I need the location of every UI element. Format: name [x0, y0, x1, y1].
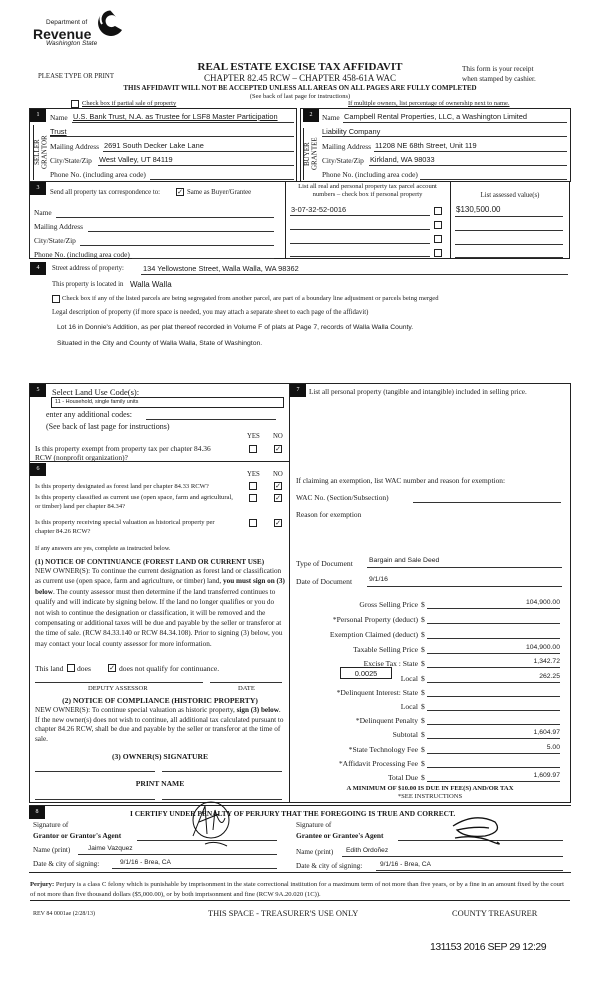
does-label: does: [77, 664, 91, 673]
perjury-text: Perjury is a class C felony which is punishable by imprisonment in the state correctional institution for a maximum term of not more than five years, or by a fine in an amount fixed by the court of not more than five thousand dollars ($5,000.00), or by both imprisonment and fine (RCW 9A.20.020 (1C)).: [30, 881, 564, 898]
same-as-buyer-label: Same as Buyer/Grantee: [187, 189, 252, 196]
grantee-date-city[interactable]: 9/1/16 - Brea, CA: [380, 861, 431, 868]
historic-yes-checkbox[interactable]: [249, 519, 257, 527]
see-back: (See back of last page for instructions): [249, 93, 351, 100]
land-use-select[interactable]: 11 - Household, single family units: [51, 397, 284, 408]
section-2-badge: 2: [303, 109, 319, 122]
street-label: Street address of property:: [52, 265, 124, 272]
currency-sign: $: [421, 615, 425, 624]
amount-label: Excise Tax : State: [363, 659, 418, 668]
notice-bold: you must sign on (3) below: [35, 577, 285, 596]
section-4-badge: 4: [30, 262, 46, 275]
buyer-mailing-label: Mailing Address: [322, 142, 372, 151]
amount-label: *Delinquent Interest: State: [336, 688, 418, 697]
notice-text: . The county assessor must then determine if the land transferred continues to qualify and will indicate by signing below. If the land no longer qualifies or you do not wish to continue the designation or classification, it will be removed and the compensating or additional taxes will be due and payable by the seller or transferor at the time of sale. (RCW 84.33.140 or RCW 84.34.108). Prior to signing (3) below, you may contact your local county assessor for more information.: [35, 587, 283, 648]
perjury-bold: Perjury:: [30, 881, 55, 888]
corr-mailing-label: Mailing Address: [34, 222, 84, 231]
amount-label: *State Technology Fee: [348, 745, 418, 754]
section-1-badge: 1: [30, 109, 46, 122]
amount-label: Gross Selling Price: [359, 600, 418, 609]
yes-header: YES: [247, 433, 260, 440]
see-back-instructions: (See back of last page for instructions): [46, 422, 170, 431]
corr-city-label: City/State/Zip: [34, 236, 76, 245]
segregated-checkbox[interactable]: [52, 295, 60, 303]
divider: [450, 181, 451, 259]
no-header: NO: [273, 471, 283, 478]
amount-label: Local: [400, 702, 418, 711]
amount-label: Local: [400, 674, 418, 683]
seller-phone-label: Phone No. (including area code): [50, 170, 146, 179]
seller-name-cont[interactable]: Trust: [50, 127, 67, 136]
notice-text: NEW OWNER(S): To continue the current designation as forest land or classification as current use (open space, farm and agriculture, or timber) land,: [35, 567, 282, 586]
seller-city[interactable]: West Valley, UT 84119: [99, 155, 173, 164]
receipt-note-2: when stamped by cashier.: [462, 75, 536, 83]
amount-value[interactable]: [427, 759, 560, 768]
current-use-yes-checkbox[interactable]: [249, 494, 257, 502]
wac-label: WAC No. (Section/Subsection): [296, 493, 389, 502]
amount-value[interactable]: [427, 615, 560, 624]
seller-name-label: Name: [50, 113, 68, 122]
dor-logo-icon: [98, 8, 124, 38]
certify-statement: I CERTIFY UNDER PENALTY OF PERJURY THAT THE FOREGOING IS TRUE AND CORRECT.: [130, 809, 456, 818]
if-yes-note: If any answers are yes, complete as instructed below.: [35, 545, 171, 552]
section-8-badge: 8: [29, 806, 45, 819]
notice-compliance-title: (2) NOTICE OF COMPLIANCE (HISTORIC PROPERTY): [62, 696, 258, 705]
buyer-name[interactable]: Campbell Rental Properties, LLC, a Washington Limited: [344, 112, 527, 121]
corr-phone-label: Phone No. (including area code): [34, 250, 130, 259]
currency-sign: $: [421, 600, 425, 609]
currency-sign: $: [421, 759, 425, 768]
form-revision: REV 84 0001ae (2/28/13): [33, 911, 96, 917]
chapter-line: CHAPTER 82.45 RCW – CHAPTER 458-61A WAC: [204, 73, 396, 83]
section-5-badge: 5: [30, 384, 46, 397]
amount-value[interactable]: 5.00: [427, 745, 560, 754]
buyer-mailing[interactable]: 11208 NE 68th Street, Unit 119: [375, 141, 477, 150]
currency-sign: $: [421, 659, 425, 668]
currency-sign: $: [421, 745, 425, 754]
corr-phone-field[interactable]: [132, 258, 274, 259]
additional-codes-field[interactable]: [146, 419, 276, 420]
notice-bold: sign (3) below: [236, 706, 279, 714]
section-7-badge: 7: [290, 384, 306, 397]
personal-property-checkbox[interactable]: [434, 249, 442, 257]
forest-question: Is this property designated as forest land per chapter 84.33 RCW?: [35, 483, 209, 490]
currency-sign: $: [421, 716, 425, 725]
divider: [285, 181, 286, 259]
county-treasurer: COUNTY TREASURER: [452, 909, 538, 918]
personal-property-label: List all personal property (tangible and intangible) included in selling price.: [309, 388, 527, 396]
amount-value[interactable]: 1,342.72: [427, 659, 560, 668]
personal-property-checkbox[interactable]: [434, 235, 442, 243]
grantor-sig-of: Signature of: [33, 821, 69, 829]
grantor-date-city[interactable]: 9/1/16 - Brea, CA: [120, 859, 171, 866]
seller-city-label: City/State/Zip: [50, 156, 92, 165]
currency-sign: $: [421, 773, 425, 782]
currency-sign: $: [421, 674, 425, 683]
yes-header: YES: [247, 471, 260, 478]
does-not-qualify-checkbox[interactable]: [108, 664, 116, 672]
amount-value[interactable]: 104,900.00: [427, 600, 560, 609]
currency-sign: $: [421, 730, 425, 739]
reason-label: Reason for exemption: [296, 510, 362, 519]
doc-date[interactable]: 9/1/16: [369, 576, 388, 583]
exempt-no-checkbox[interactable]: [274, 445, 282, 453]
buyer-phone-field[interactable]: [420, 179, 567, 180]
parcel-header: List all real and personal property tax parcel account numbers – check box if personal property: [298, 183, 437, 198]
local-rate-field[interactable]: 0.0025: [340, 667, 392, 679]
exemption-label: If claiming an exemption, list WAC number and reason for exemption:: [296, 476, 506, 485]
amount-label: Exemption Claimed (deduct): [329, 630, 418, 639]
legal-description-1[interactable]: Lot 16 in Donnie's Addition, as per plat thereof recorded in Volume F of plats at Page 7, records of Walla Walla County.: [57, 324, 414, 331]
corr-name-field[interactable]: [56, 217, 274, 218]
please-type: PLEASE TYPE OR PRINT: [38, 73, 114, 80]
amount-value[interactable]: [427, 702, 560, 711]
logo-department: Department of: [46, 19, 88, 26]
logo-revenue: Revenue: [33, 26, 92, 42]
assessor-date-field[interactable]: [210, 682, 282, 683]
wac-field[interactable]: [413, 502, 561, 503]
date-label: DATE: [238, 685, 255, 692]
receipt-note: This form is your receipt: [462, 65, 534, 73]
currency-sign: $: [421, 702, 425, 711]
does-qualify-checkbox[interactable]: [67, 664, 75, 672]
corr-city-field[interactable]: [80, 245, 274, 246]
deputy-assessor-signature[interactable]: [35, 682, 203, 683]
partial-sale-label: Check box if partial sale of property: [82, 100, 177, 107]
located-label: This property is located in: [52, 281, 124, 288]
partial-sale-checkbox[interactable]: [71, 100, 79, 108]
buyer-name-cont[interactable]: Liability Company: [322, 127, 381, 136]
section-6-badge: 6: [30, 463, 46, 476]
grantee-sig-of: Signature of: [296, 821, 332, 829]
deputy-assessor-label: DEPUTY ASSESSOR: [88, 685, 148, 692]
forest-no-checkbox[interactable]: [274, 482, 282, 490]
notice-text: NEW OWNER(S): To continue special valuation as historic property,: [35, 706, 235, 714]
send-correspondence-label: Send all property tax correspondence to:: [50, 189, 161, 196]
form-title: REAL ESTATE EXCISE TAX AFFIDAVIT: [197, 61, 403, 73]
grantor-name-label: Name (print): [33, 846, 71, 854]
amount-label: Taxable Selling Price: [353, 645, 418, 654]
exempt-yes-checkbox[interactable]: [249, 445, 257, 453]
exempt-question: Is this property exempt from property tax per chapter 84.36 RCW (nonprofit organization)?: [35, 444, 211, 462]
buyer-name-label: Name: [322, 113, 340, 122]
segregated-label: Check box if any of the listed parcels are being segregated from another parcel, are part of a boundary line adjustment or parcels being merged: [62, 295, 439, 302]
currency-sign: $: [421, 645, 425, 654]
corr-name-label: Name: [34, 208, 52, 217]
seller-mailing[interactable]: 2691 South Decker Lake Lane: [104, 141, 204, 150]
grantee-name[interactable]: Edith Ordoñez: [346, 847, 389, 854]
amount-value[interactable]: [427, 688, 560, 697]
amount-label: Total Due: [387, 773, 418, 782]
doc-date-label: Date of Document: [296, 577, 353, 586]
see-instructions: *SEE INSTRUCTIONS: [397, 793, 463, 800]
logo-state: Washington State: [46, 40, 98, 47]
owner-signature-field-2[interactable]: [162, 771, 282, 772]
notice-continuance-title: (1) NOTICE OF CONTINUANCE (FOREST LAND OR CURRENT USE): [35, 558, 265, 566]
multiple-owners-note: If multiple owners, list percentage of ownership next to name.: [348, 100, 510, 107]
minimum-note: A MINIMUM OF $10.00 IS DUE IN FEE(S) AND/OR TAX: [346, 785, 514, 792]
seller-mailing-label: Mailing Address: [50, 142, 100, 151]
amount-value[interactable]: 262.25: [427, 674, 560, 683]
currency-sign: $: [421, 630, 425, 639]
parcel-number[interactable]: 3-07-32-52-0016: [291, 205, 347, 214]
historic-no-checkbox[interactable]: [274, 519, 282, 527]
buyer-phone-label: Phone No. (including area code): [322, 170, 418, 179]
warning: THIS AFFIDAVIT WILL NOT BE ACCEPTED UNLESS ALL AREAS ON ALL PAGES ARE FULLY COMPLETED: [123, 84, 477, 92]
grantee-name-label: Name (print): [296, 848, 334, 856]
amount-value[interactable]: 104,900.00: [427, 645, 560, 654]
forest-yes-checkbox[interactable]: [249, 482, 257, 490]
divider: [289, 383, 290, 803]
amount-value[interactable]: 1,609.97: [427, 773, 560, 782]
grantor-name[interactable]: Jaime Vazquez: [88, 845, 133, 852]
assessed-header: List assessed value(s): [480, 192, 540, 199]
grantee-signature-icon: [445, 812, 505, 848]
amount-label: Subtotal: [392, 730, 418, 739]
personal-property-checkbox[interactable]: [434, 207, 442, 215]
legal-description-2[interactable]: Situated in the City and County of Walla Walla, State of Washington.: [57, 340, 263, 347]
amount-label: *Delinquent Penalty: [355, 716, 418, 725]
seller-side-label: SELLER GRANTOR: [33, 125, 47, 180]
street-address[interactable]: 134 Yellowstone Street, Walla Walla, WA 98362: [143, 264, 299, 273]
print-name-field[interactable]: [35, 799, 155, 800]
perjury-note: [30, 880, 570, 901]
located-in[interactable]: Walla Walla: [130, 280, 172, 289]
corr-mailing-field[interactable]: [88, 231, 274, 232]
buyer-side-label: BUYER GRANTEE: [303, 128, 317, 180]
legal-label: Legal description of property (if more space is needed, you may attach a separate sheet to each page of the affidavit): [52, 309, 369, 316]
amount-value[interactable]: [427, 630, 560, 639]
amount-value[interactable]: [427, 716, 560, 725]
grantor-date-label: Date & city of signing:: [33, 860, 100, 868]
personal-property-checkbox[interactable]: [434, 221, 442, 229]
same-as-buyer-checkbox[interactable]: [176, 188, 184, 196]
print-name-label: PRINT NAME: [135, 779, 185, 788]
this-land-label: This land: [35, 664, 64, 673]
grantee-agent-label: Grantee or Grantee's Agent: [296, 831, 384, 840]
grantor-signature-icon: [185, 800, 235, 848]
owner-signature-field[interactable]: [35, 771, 155, 772]
notice-compliance-text: [35, 706, 285, 744]
historic-question: Is this property receiving special valuation as historical property per chapter 84.26 RCW?: [35, 519, 215, 535]
grantor-agent-label: Grantor or Grantor's Agent: [33, 831, 122, 840]
assessed-value[interactable]: $130,500.00: [456, 205, 501, 214]
amount-label: *Affidavit Processing Fee: [338, 759, 418, 768]
does-not-label: does not qualify for continuance.: [119, 664, 220, 673]
no-header: NO: [273, 433, 283, 440]
currency-sign: $: [421, 688, 425, 697]
owner-signature-label: (3) OWNER(S) SIGNATURE: [111, 752, 209, 761]
receipt-stamp: 131153 2016 SEP 29 12:29: [430, 941, 547, 953]
grantee-date-label: Date & city of signing:: [296, 862, 363, 870]
notice-text: . If the new owner(s) does not wish to continue, all additional tax calculated pursuant to chapter 84.26 RCW, shall be due and payable by the seller or transferor at the time of sale.: [35, 706, 284, 743]
land-use-label: Select Land Use Code(s):: [52, 387, 140, 397]
treasurer-use: THIS SPACE - TREASURER'S USE ONLY: [208, 909, 359, 918]
amount-label: *Personal Property (deduct): [332, 615, 418, 624]
current-use-question: Is this property classified as current use (open space, farm and agricultural, or timber) land per chapter 84.34?: [35, 494, 233, 510]
current-use-no-checkbox[interactable]: [274, 494, 282, 502]
notice-continuance-text: [35, 566, 285, 649]
doc-type[interactable]: Bargain and Sale Deed: [369, 557, 440, 564]
section-3-badge: 3: [30, 182, 46, 195]
amount-value[interactable]: 1,604.97: [427, 730, 560, 739]
seller-name[interactable]: U.S. Bank Trust, N.A. as Trustee for LSF8 Master Participation: [73, 112, 278, 121]
seller-phone-field[interactable]: [150, 179, 294, 180]
buyer-city[interactable]: Kirkland, WA 98033: [370, 155, 435, 164]
buyer-city-label: City/State/Zip: [322, 156, 364, 165]
doc-type-label: Type of Document: [296, 559, 353, 568]
additional-codes-label: enter any additional codes:: [46, 410, 132, 419]
